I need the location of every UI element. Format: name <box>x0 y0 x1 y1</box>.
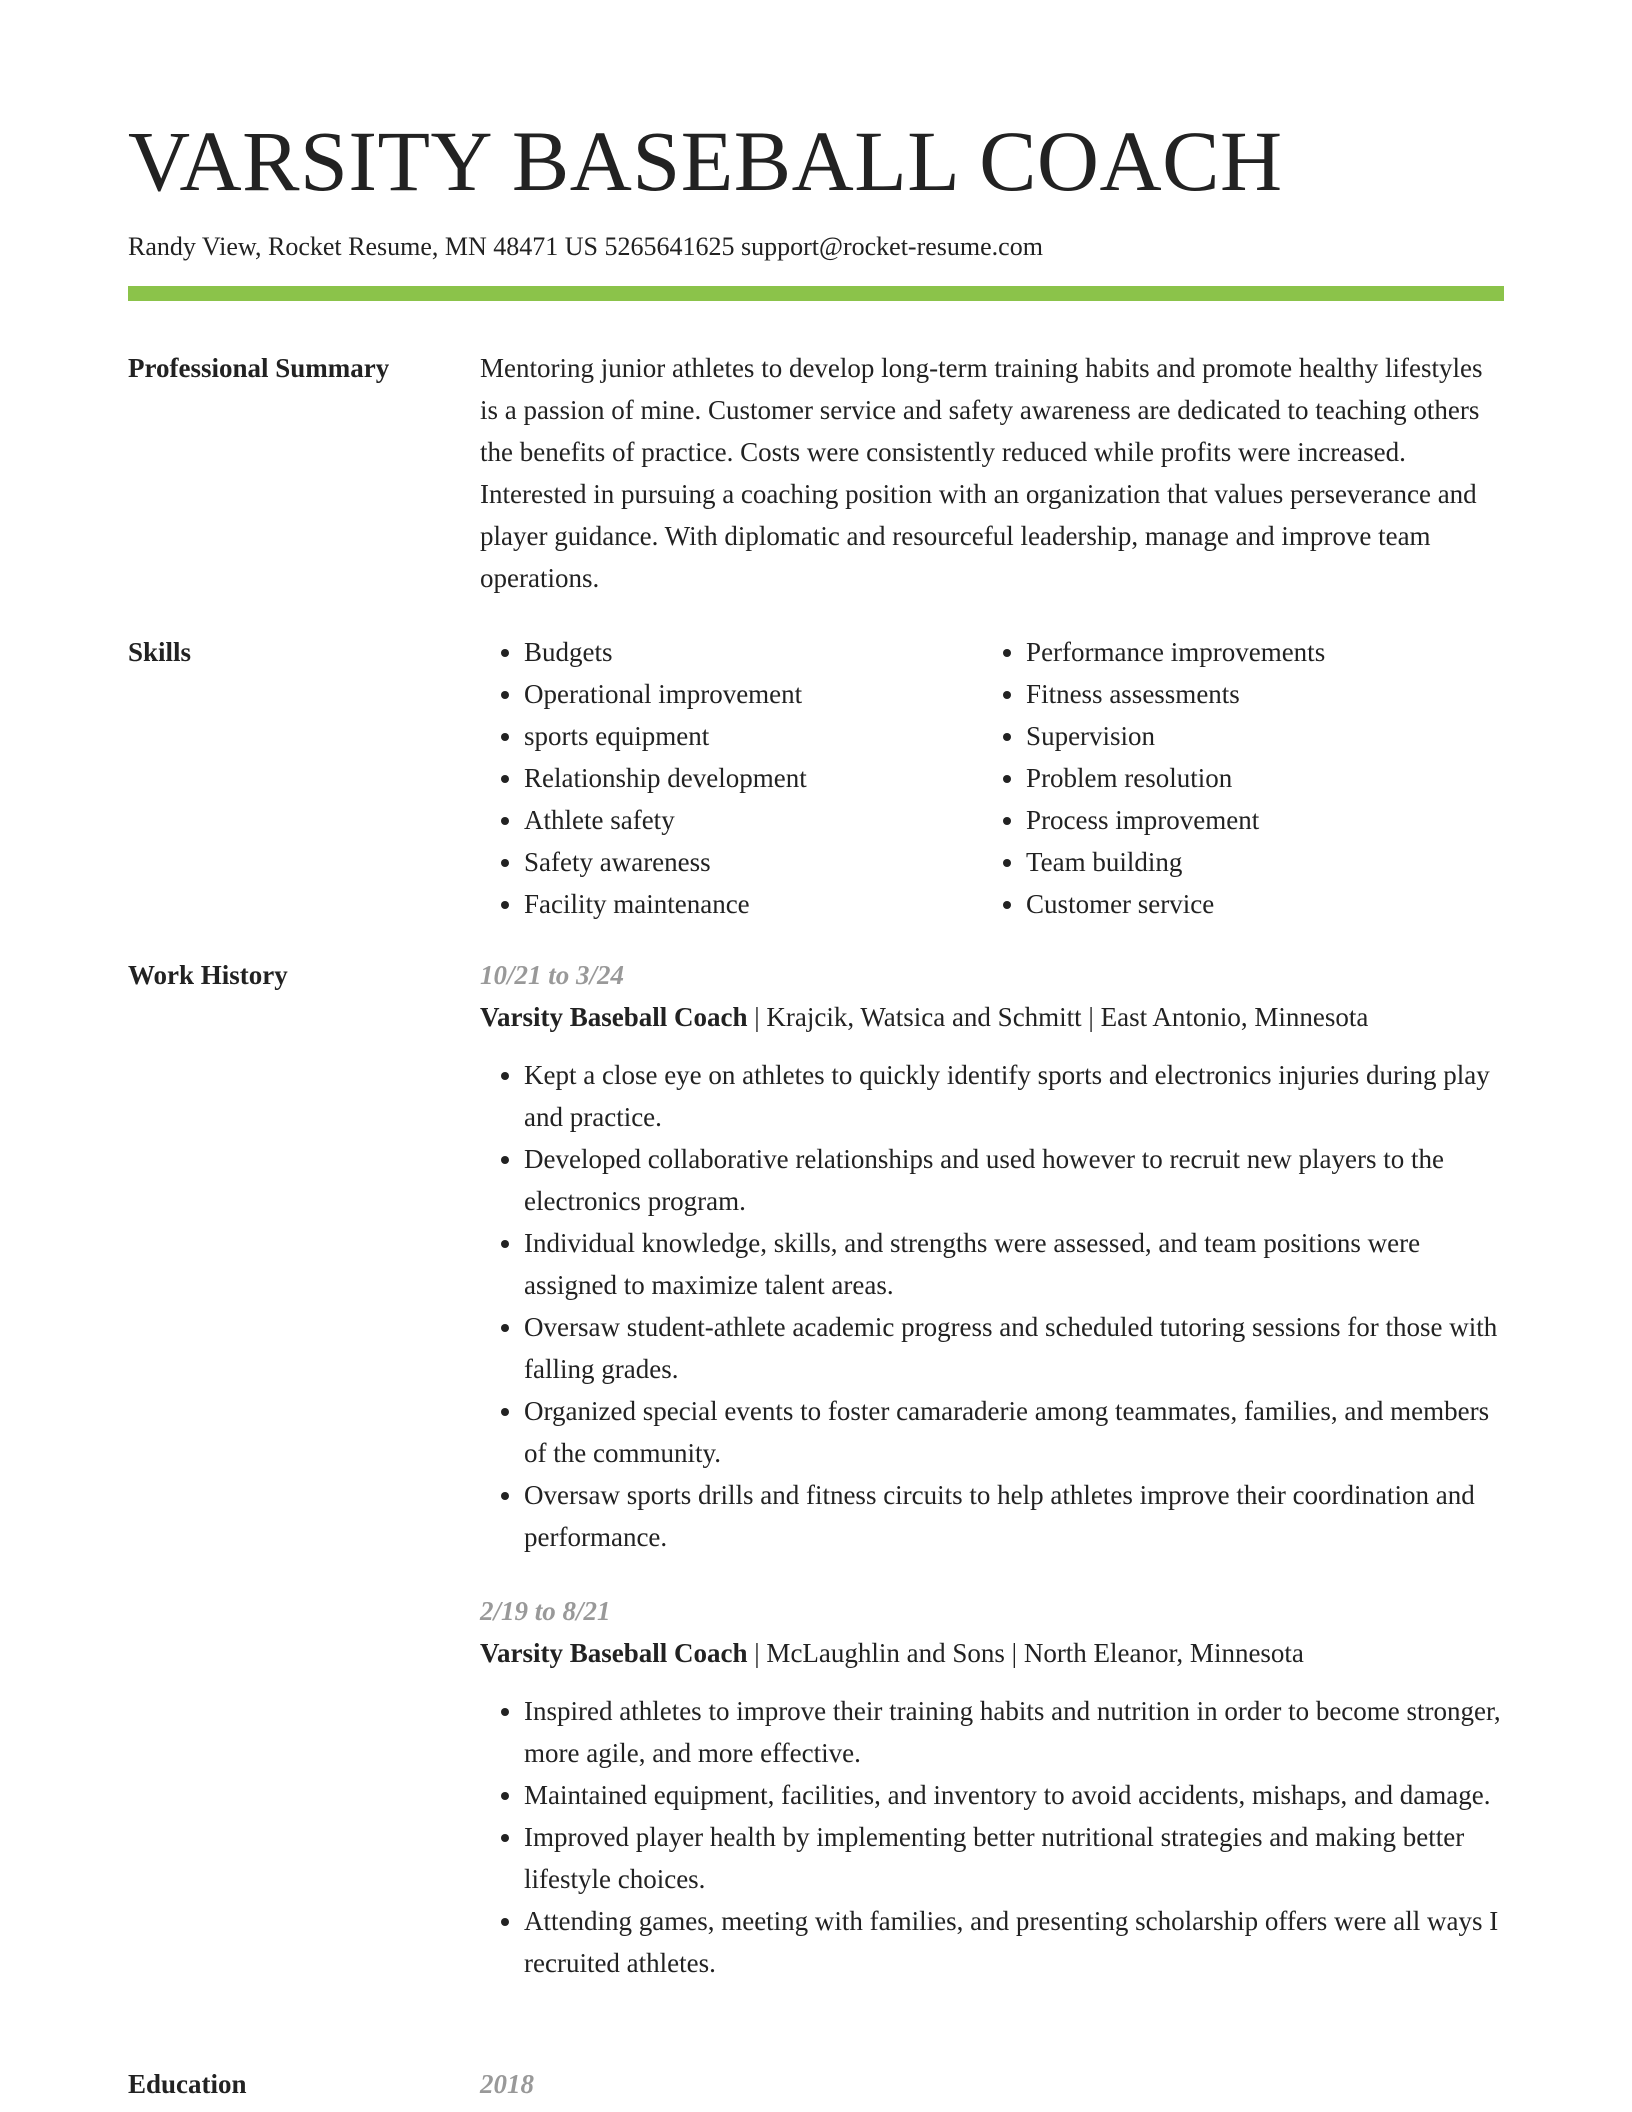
contact-line: Randy View, Rocket Resume, MN 48471 US 5265641625 support@rocket-resume.com <box>128 232 1043 261</box>
job-entry <box>480 954 1504 1558</box>
job-details: | Krajcik, Watsica and Schmitt | East Antonio, Minnesota <box>747 1002 1369 1032</box>
job-header <box>480 1632 1504 1674</box>
summary-body <box>480 347 1504 599</box>
skills-column-left <box>480 631 982 925</box>
skill-item: • Performance improvements <box>1026 631 1504 673</box>
education-body <box>480 2063 1504 2105</box>
skill-item: • Problem resolution <box>1026 757 1504 799</box>
job-dates: 2/19 to 8/21 <box>480 1596 611 1626</box>
skill-item: • Process improvement <box>1026 799 1504 841</box>
work-history-body <box>480 954 1504 1984</box>
job-details: | McLaughlin and Sons | North Eleanor, Minnesota <box>747 1638 1304 1668</box>
skill-item: • Budgets <box>524 631 982 673</box>
job-bullet-list <box>480 1690 1504 1984</box>
skill-item: • sports equipment <box>524 715 982 757</box>
skill-item: • Operational improvement <box>524 673 982 715</box>
education-date: 2018 <box>480 2069 534 2099</box>
skill-item: • Team building <box>1026 841 1504 883</box>
job-bullet: • Inspired athletes to improve their training habits and nutrition in order to become stronger, more agile, and more effective. <box>524 1690 1504 1774</box>
job-bullet: • Developed collaborative relationships and used however to recruit new players to the electronics program. <box>524 1138 1504 1222</box>
job-title: Varsity Baseball Coach <box>480 1638 748 1668</box>
skills-heading: Skills <box>128 637 192 667</box>
skills-column-right <box>982 631 1504 925</box>
job-dates: 10/21 to 3/24 <box>480 960 625 990</box>
resume-title: VARSITY BASEBALL COACH <box>128 113 1283 209</box>
skill-item: • Facility maintenance <box>524 883 982 925</box>
skills-body <box>480 631 1504 925</box>
job-bullet: • Oversaw student-athlete academic progress and scheduled tutoring sessions for those with falling grades. <box>524 1306 1504 1390</box>
skill-item: • Relationship development <box>524 757 982 799</box>
skills-grid <box>480 631 1504 925</box>
education-heading: Education <box>128 2069 247 2099</box>
skill-item: • Customer service <box>1026 883 1504 925</box>
skill-item: • Supervision <box>1026 715 1504 757</box>
skill-item: • Athlete safety <box>524 799 982 841</box>
job-title: Varsity Baseball Coach <box>480 1002 748 1032</box>
job-bullet: • Organized special events to foster camaraderie among teammates, families, and members of the community. <box>524 1390 1504 1474</box>
job-bullet: • Individual knowledge, skills, and strengths were assessed, and team positions were assigned to maximize talent areas. <box>524 1222 1504 1306</box>
job-bullet: • Kept a close eye on athletes to quickly identify sports and electronics injuries during play and practice. <box>524 1054 1504 1138</box>
skill-item: • Safety awareness <box>524 841 982 883</box>
job-header <box>480 996 1504 1038</box>
header-divider <box>128 286 1504 301</box>
work-history-heading: Work History <box>128 960 288 990</box>
summary-text: Mentoring junior athletes to develop long-term training habits and promote healthy lifestyles is a passion of mine. Customer service and safety awareness are dedicated to teaching others the benefits of practice. Costs were consistently reduced while profits were increased. Interested in pursuing a coaching position with an organization that values perseverance and player guidance. With diplomatic and resourceful leadership, manage and improve team operations. <box>480 353 1483 593</box>
job-bullet: • Oversaw sports drills and fitness circuits to help athletes improve their coordination and performance. <box>524 1474 1504 1558</box>
job-bullet-list <box>480 1054 1504 1558</box>
job-bullet: • Improved player health by implementing better nutritional strategies and making better lifestyle choices. <box>524 1816 1504 1900</box>
job-entry <box>480 1590 1504 1984</box>
job-bullet: • Attending games, meeting with families, and presenting scholarship offers were all ways I recruited athletes. <box>524 1900 1504 1984</box>
summary-heading: Professional Summary <box>128 353 390 383</box>
skill-item: • Fitness assessments <box>1026 673 1504 715</box>
job-bullet: • Maintained equipment, facilities, and inventory to avoid accidents, mishaps, and damage. <box>524 1774 1504 1816</box>
